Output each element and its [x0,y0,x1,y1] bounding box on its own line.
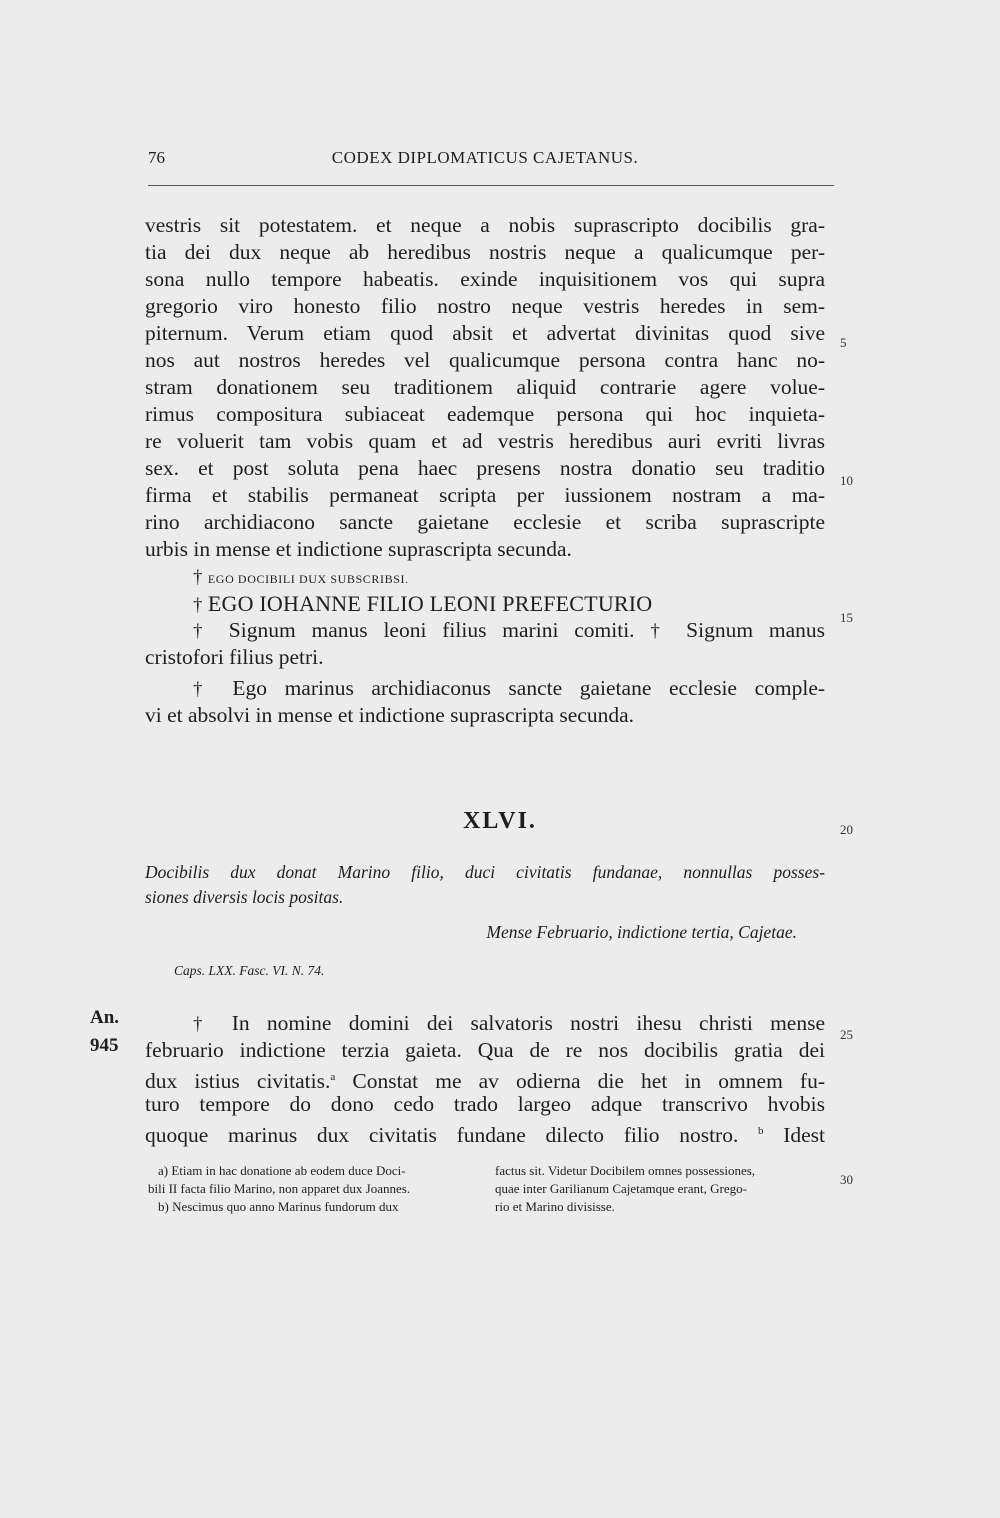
text-line: piternum. Verum etiam quod absit et advertat divinitas quod sive [145,321,825,345]
archive-reference: Caps. LXX. Fasc. VI. N. 74. [174,963,325,978]
signature-leoni [145,617,825,644]
text-line: urbis in mense et indictione suprascripta secunda. [145,537,572,561]
footnote-line: factus sit. Videtur Docibilem omnes possessiones, [495,1163,756,1178]
text-line: rimus compositura subiaceat eademque persona qui hoc inquieta- [145,402,825,426]
signature-iohanne [145,590,825,617]
summary-date: Mense Februario, indictione tertia, Cajetae. [486,922,797,942]
note-mark: b [758,1125,764,1137]
signature-text: EGO IOHANNE FILIO LEONI PREFECTURIO [207,591,653,616]
text-line: vestris sit potestatem. et neque a nobis suprascripto docibilis gra- [145,213,825,237]
continuation-text [145,212,825,729]
text-line: sona nullo tempore habeatis. exinde inquisitionem vos qui supra [145,267,825,291]
text-segment: Constat me av odierna die het in omnem fu- [352,1069,826,1094]
text-line: februario indictione terzia gaieta. Qua de re nos docibilis gratia dei [145,1038,825,1062]
line-number: 15 [840,610,853,625]
cross-mark: † [193,621,213,642]
footnotes-right [495,1162,825,1216]
text-line: nos aut nostros heredes vel qualicumque persona contra hanc no- [145,348,825,372]
running-title: CODEX DIPLOMATICUS CAJETANUS. [331,148,639,167]
charter-text [145,1010,826,1148]
page-number: 76 [148,148,165,167]
note-mark: a [330,1071,336,1083]
text-line: rino archidiacono sancte gaietane ecclesie et scriba suprascripte [145,510,825,534]
signature-text: Signum manus leoni filius marini comiti. [228,618,635,642]
signature-text: Ego marinus archidiaconus sancte gaietane ecclesie comple- [232,676,826,700]
text-line: stram donationem seu traditionem aliquid contrarie agere volue- [145,375,825,399]
footnote-line: bili II facta filio Marino, non apparet dux Joannes. [148,1181,411,1196]
cross-mark: † [193,1014,215,1035]
signature-text: EGO DOCIBILI DUX SUBSCRIBSI. [207,572,409,586]
text-line: gregorio viro honesto filio nostro neque vestris heredes in sem- [145,294,825,318]
text-line: re voluerit tam vobis quam et ad vestris heredibus auri evriti livras [145,429,825,453]
document-number: XLVI. [463,808,537,834]
page-header [145,148,825,176]
signature-marinus-cont: vi et absolvi in mense et indictione suprascripta secunda. [145,703,634,727]
text-line [145,1064,826,1094]
cross-mark: † [193,679,215,700]
line-number: 10 [840,473,853,488]
line-number: 20 [840,822,853,837]
text-segment: In nomine domini dei salvatoris nostri ihesu christi mense [231,1011,826,1035]
footnote-line: b) Nescimus quo anno Marinus fundorum dux [158,1199,399,1214]
text-line: firma et stabilis permaneat scripta per iussionem nostram a ma- [145,483,825,507]
text-line: sex. et post soluta pena haec presens nostra donatio seu traditio [145,456,825,480]
text-segment: dux istius civitatis. [145,1069,331,1094]
text-line [145,1010,825,1037]
signature-text: Signum manus [686,618,826,642]
footnotes-left [148,1162,470,1216]
header-rule [148,185,834,186]
summary-line: siones diversis locis positas. [145,887,344,907]
margin-year-value: 945 [90,1035,119,1056]
margin-year-label: An. [90,1007,120,1028]
margin-year [90,1004,119,1060]
line-number: 5 [840,335,847,350]
summary-line: Docibilis dux donat Marino filio, duci civitatis fundanae, nonnullas posses- [145,862,825,882]
signature-docibilis [145,563,825,590]
line-number: 30 [840,1172,853,1187]
footnote-line: a) Etiam in hac donatione ab eodem duce Doci- [158,1163,406,1178]
footnote-line: rio et Marino divisisse. [495,1199,615,1214]
text-segment: Idest [783,1123,826,1148]
text-line: turo tempore do dono cedo trado largeo adque transcrivo hvobis [145,1092,825,1116]
signature-marinus [145,675,825,702]
line-number: 25 [840,1027,853,1042]
signature-cristofori: cristofori filius petri. [145,645,324,669]
text-line: tia dei dux neque ab heredibus nostris neque a qualicumque per- [145,240,825,264]
text-line [145,1118,826,1148]
cross-mark: † [650,621,671,642]
text-segment: quoque marinus dux civitatis fundane dilecto filio nostro. [145,1123,739,1148]
cross-mark: † [193,595,203,616]
cross-mark: † [193,567,203,588]
footnote-line: quae inter Garilianum Cajetamque erant, Grego- [495,1181,747,1196]
